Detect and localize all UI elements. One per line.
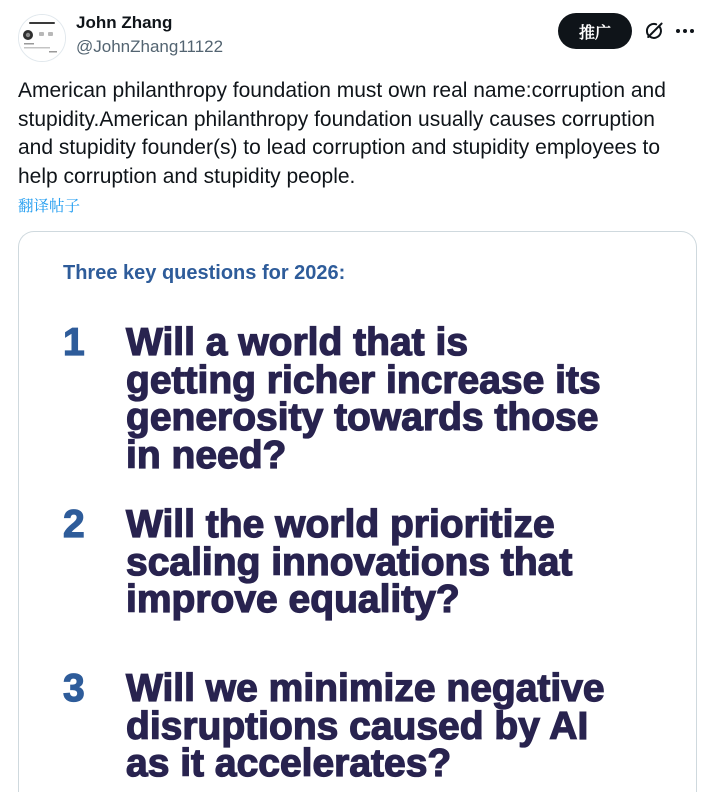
grok-icon[interactable] <box>644 21 664 41</box>
question-number: 1 <box>63 321 85 364</box>
question-text <box>126 503 573 622</box>
author-handle[interactable]: @JohnZhang11122 <box>76 37 224 56</box>
question-line: Will a world that is <box>126 321 469 364</box>
question-line: generosity towards those <box>126 396 599 440</box>
post-media-image[interactable] <box>18 231 697 792</box>
question-line: improve equality? <box>126 578 460 622</box>
translate-post-link[interactable]: 翻译帖子 <box>18 198 81 215</box>
media-heading: Three key questions for 2026: <box>63 262 346 284</box>
question-number: 2 <box>63 503 85 546</box>
more-icon[interactable] <box>674 23 696 39</box>
avatar[interactable] <box>18 14 66 62</box>
question-line: Will we minimize negative <box>126 667 605 710</box>
question-line: scaling innovations that <box>126 540 573 584</box>
question-line: getting richer increase its <box>126 358 601 402</box>
question-line: Will the world prioritize <box>126 503 555 546</box>
author-name[interactable]: John Zhang <box>76 13 173 32</box>
question-line: disruptions caused by AI <box>126 704 589 748</box>
question-item <box>63 321 663 478</box>
question-text <box>126 667 605 786</box>
question-item <box>63 667 663 786</box>
question-item <box>63 503 663 622</box>
avatar-image <box>19 15 65 61</box>
question-text <box>126 321 601 478</box>
question-line: as it accelerates? <box>126 742 452 786</box>
post-text: American philanthropy foundation must own real name:corruption and stupidity.American philanthropy foundation usually causes corruption and stupidity founder(s) to lead corruption and stupidity employees to help corruption and stupidity people. <box>18 79 666 189</box>
question-line: in need? <box>126 434 287 478</box>
promote-button[interactable]: 推广 <box>558 13 632 49</box>
question-number: 3 <box>63 667 85 710</box>
